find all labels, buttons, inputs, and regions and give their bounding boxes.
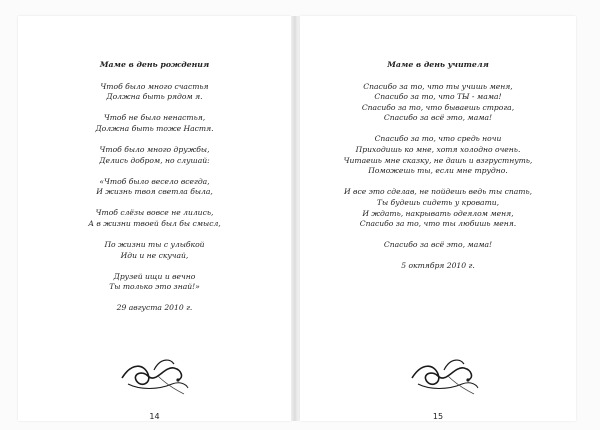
poem-line: «Чтоб было весело всегда, [99,176,210,186]
poem-stanza [300,134,576,176]
poem-line: Чтоб было много дружбы, [99,144,210,154]
poem-date: 29 августа 2010 г. [116,303,193,313]
poem-line: Спасибо за всё это, мама! [383,240,493,250]
poem-line: Приходишь ко мне, хотя холодно очень. [355,145,521,155]
page-number: 15 [432,412,444,421]
poem-stanza [18,272,291,293]
poem-line: Делись добром, но слушай: [99,155,210,165]
poem-stanza [18,82,291,103]
book-gutter [291,16,300,421]
poem-line: По жизни ты с улыбкой [104,240,205,250]
poem-stanza [300,82,576,124]
poem-line: Иди и не скучай, [120,250,189,260]
flourish-ornament-icon [118,354,192,396]
poem-line: Ты только это знай!» [109,282,200,292]
poem-line: Друзей ищи и вечно [113,271,196,281]
poem-line: Чтоб слёзы вовсе не лились, [95,208,214,218]
teacher-day-poem [300,60,576,272]
poem-stanza [18,145,291,166]
poem-line: Спасибо за то, что средь ночи [374,134,502,144]
poem-stanzas [300,82,576,251]
left-page [18,16,291,421]
poem-title: Маме в день учителя [387,60,489,69]
poem-date: 5 октября 2010 г. [401,261,475,271]
poem-stanza [18,240,291,261]
poem-line: И жизнь твоя светла была, [96,187,213,197]
poem-line: А в жизни твоей был бы смысл, [88,218,221,228]
poem-line: Ты будешь сидеть у кровати, [376,197,500,207]
poem-stanza [18,177,291,198]
poem-stanza [300,240,576,251]
poem-stanza [18,208,291,229]
poem-line: Должна быть тоже Настя. [95,123,214,133]
poem-line: Спасибо за то, что ТЫ - мама! [374,92,502,102]
poem-line: Спасибо за всё это, мама! [383,113,493,123]
poem-stanza [18,113,291,134]
right-page [300,16,576,421]
poem-line: Читаешь мне сказку, не дашь и взгрустнуть, [343,155,533,165]
poem-line: И все это сделав, не пойдешь ведь ты спать, [343,187,533,197]
poem-stanzas [18,82,291,293]
poem-line: Спасибо за то, что бываешь строга, [361,102,515,112]
poem-line: Поможешь ты, если мне трудно. [368,166,508,176]
page-number: 14 [149,412,160,421]
poem-line: Спасибо за то, что ты учишь меня, [363,81,513,91]
poem-stanza [300,187,576,229]
birthday-poem [18,60,291,314]
poem-line: Чтоб было много счастья [100,81,209,91]
poem-line: Чтоб не было ненастья, [103,113,206,123]
poem-line: И ждать, накрывать одеялом меня, [362,208,514,218]
poem-line: Должна быть рядом я. [106,92,203,102]
flourish-ornament-icon [408,354,482,396]
poem-line: Спасибо за то, что ты любишь меня. [359,219,517,229]
poem-title: Маме в день рождения [99,60,210,69]
